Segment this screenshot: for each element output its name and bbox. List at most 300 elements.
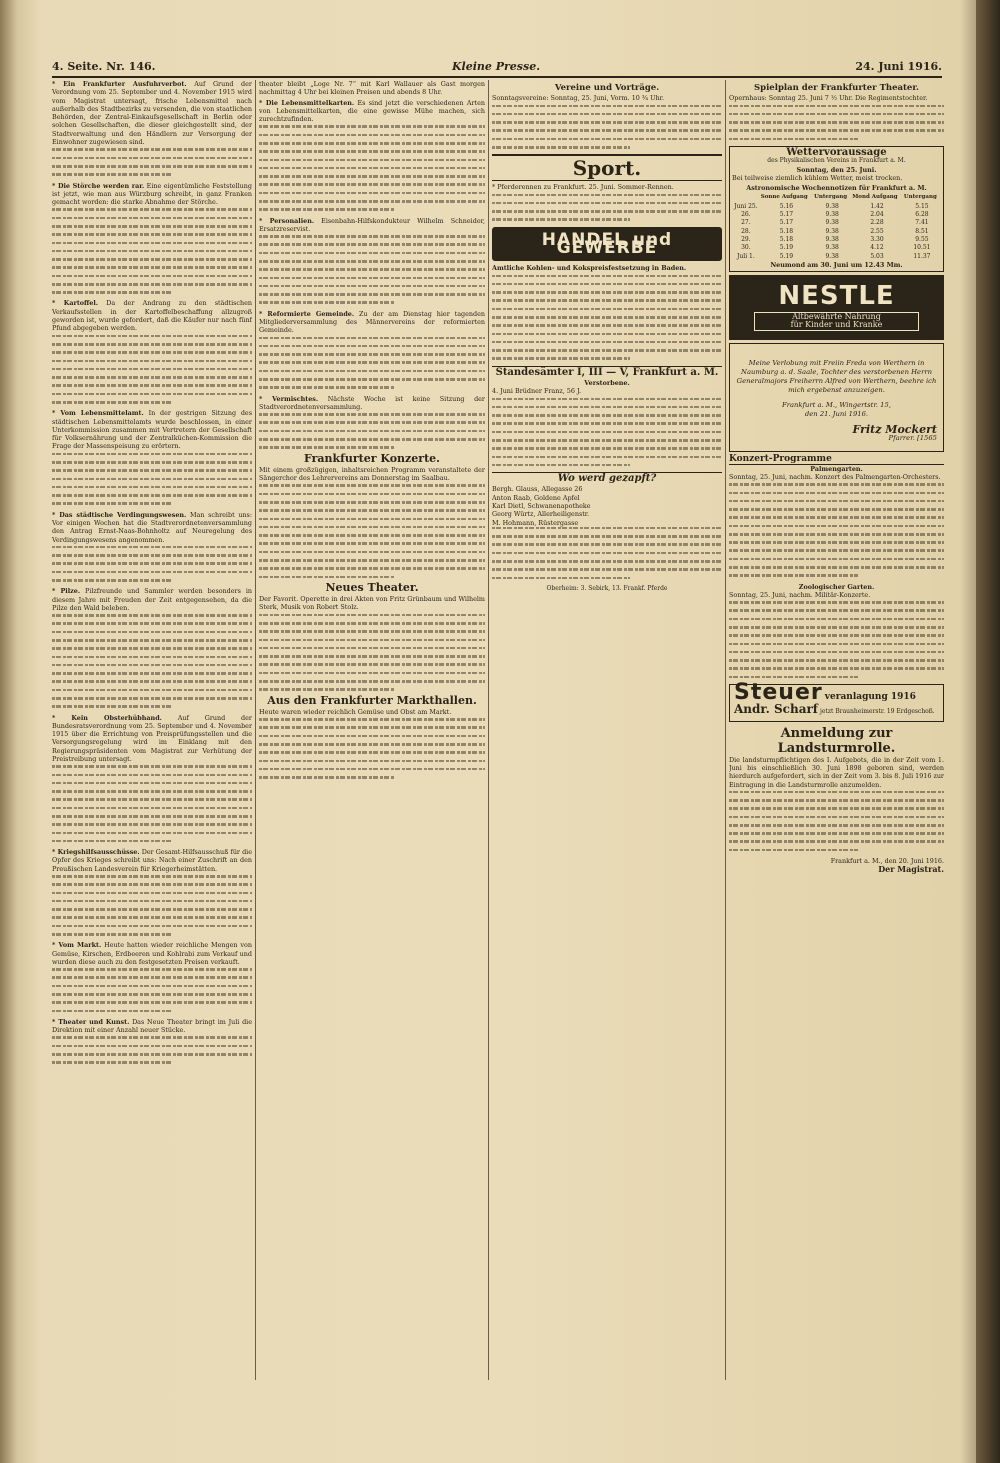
- print-line: [259, 243, 485, 246]
- nestle-brand: NESTLE: [778, 281, 895, 312]
- print-line: [259, 183, 485, 186]
- news-item-title: * Kein Obsterhübhand.: [52, 713, 162, 722]
- theater-notice: theater bleibt „Loge Nr. 7“ mit Karl Wallauer als Gast morgen nachmittag 4 Uhr bei kleinen Preisen und abends 8 Uhr.: [259, 80, 485, 97]
- news-item-title: * Pilze.: [52, 587, 81, 596]
- print-line: [259, 438, 485, 441]
- print-line: [52, 368, 252, 371]
- print-line: [729, 667, 944, 670]
- print-line: [52, 148, 252, 151]
- print-line: [52, 360, 252, 363]
- astro-cell: 9.38: [825, 235, 839, 243]
- steuer-word: Steuer: [734, 680, 823, 706]
- news-item-text: Da der Andrang zu den städtischen Verkaufsstellen in der Kartoffelbeschaffung allzugroß geworden ist, wurde gefordert, daß die Käufer nur nach fünf Pfund abgegeben werden.: [52, 299, 252, 333]
- print-line: [729, 566, 944, 569]
- news-item-text: Nächste Woche ist keine Sitzung der Stadtverordnetenversammlung.: [259, 394, 485, 411]
- print-line: [492, 357, 630, 360]
- print-line: [492, 218, 630, 221]
- print-line: [52, 892, 252, 895]
- print-line: [259, 726, 485, 729]
- print-line: [52, 217, 252, 220]
- filler-text: [492, 275, 722, 360]
- standesamt-heading: Standesämter I, III — V, Frankfurt a. M.: [492, 366, 722, 377]
- wo-werd-gezapft-entry: Anton Raab, Goldene Apfel: [492, 493, 580, 502]
- print-line: [52, 875, 252, 878]
- news-item-text: Pilzfreunde und Sammler werden besonders in diesem Jahre mit Freuden der Zeit entgegensehen, da die Pilze den Wald beleben.: [52, 587, 252, 612]
- anmeldung-text: Die landsturmpflichtigen des I. Aufgebots, die in der Zeit vom 1. Juni bis einschließlich 30. Juni 1898 geboren sind, werden hierdurch aufgefordert, sich in der Zeit vom 3. bis 8. Juli 1916 zur Eintragung in die Landsturmrolle anzumelden.: [729, 755, 944, 789]
- news-item-title: * Reformierte Gemeinde.: [259, 309, 355, 318]
- filler-text: [52, 765, 252, 842]
- engagement-notice: [729, 343, 944, 453]
- print-line: [259, 159, 485, 162]
- print-line: [259, 718, 485, 721]
- column-rule: [255, 80, 256, 1380]
- print-line: [259, 776, 395, 779]
- astro-cell: 8.51: [915, 227, 929, 235]
- astro-cell: 28.: [741, 227, 751, 235]
- news-item: [259, 395, 485, 412]
- print-line: [259, 518, 485, 521]
- astro-cell: 11.37: [913, 252, 931, 260]
- print-line: [729, 516, 944, 519]
- print-line: [492, 349, 722, 352]
- filler-text: [492, 194, 722, 221]
- news-item-title: * Personalien.: [259, 216, 315, 225]
- news-item: [52, 299, 252, 332]
- news-item-text: In der gestrigen Sitzung des städtischen Lebensmittelamts wurde beschlossen, in einer Unterkommission zusammen mit Vertretern der Gesellschaft für Volksernährung und der Zentralküchen-Kommission die Frage der Massenspeisung zu erörtern.: [52, 409, 252, 451]
- news-item: [52, 941, 252, 966]
- print-line: [52, 985, 252, 988]
- news-item: [52, 848, 252, 873]
- print-line: [492, 543, 722, 546]
- page-binding: [0, 0, 18, 1463]
- standesamt-subheading: Verstorbene.: [584, 378, 630, 387]
- print-line: [259, 542, 485, 545]
- print-line: [729, 558, 944, 561]
- filler-text: [52, 335, 252, 404]
- steuer-address: jetzt Braunheimerstr. 19 Erdgeschoß.: [820, 708, 935, 716]
- print-line: [52, 672, 252, 675]
- print-line: [259, 337, 485, 340]
- filler-text: [259, 413, 485, 449]
- astro-cell: 30.: [741, 244, 751, 252]
- astro-cell: 5.18: [779, 235, 794, 243]
- astro-cell: 2.04: [870, 211, 884, 219]
- astro-cell: 7.41: [915, 219, 929, 227]
- print-line: [52, 664, 252, 667]
- print-line: [259, 614, 485, 617]
- astro-header-cell: Untergang: [814, 194, 848, 201]
- nestle-tagline: [754, 312, 919, 331]
- astro-row: [732, 219, 941, 227]
- print-line: [52, 1036, 252, 1039]
- print-line: [729, 508, 944, 511]
- filler-text: [729, 601, 944, 678]
- print-line: [52, 765, 252, 768]
- konzert-text: Sonntag, 25. Juni, nachm. Konzert des Palmengarten-Orchesters.: [729, 472, 941, 481]
- print-line: [52, 993, 252, 996]
- astro-cell: 4.12: [870, 244, 884, 252]
- column-1: [52, 80, 252, 1380]
- news-item-title: * Kartoffel.: [52, 299, 99, 308]
- print-line: [52, 631, 252, 634]
- print-line: [259, 493, 485, 496]
- print-line: [259, 285, 485, 288]
- engagement-code: [1565: [917, 434, 937, 443]
- print-line: [52, 1010, 172, 1013]
- page-number: 4. Seite. Nr. 146.: [52, 60, 156, 73]
- news-item-text: Auf Grund der Verordnung vom 25. September und 4. November 1915 wird vom Magistrat untersagt, frische Lebensmittel nach außerhalb des Stadtbezirks zu versenden, die von staatlichen Behörden, der Zentral-Einkaufsgesellschaft in Berlin oder solchen Gesellschaften, die dieser gleichgestellt sind, der Stadtverwaltung und den Händlern zur Versorgung der Einwohner zugewiesen sind.: [52, 80, 252, 147]
- print-line: [52, 579, 172, 582]
- print-line: [259, 735, 485, 738]
- print-line: [729, 659, 944, 662]
- print-line: [492, 464, 630, 467]
- print-line: [52, 883, 252, 886]
- print-line: [259, 235, 485, 238]
- wo-werd-gezapft-list: [492, 485, 722, 526]
- column-4: [729, 80, 944, 1390]
- nestle-tagline-1: Altbewährte Nahrung: [792, 312, 881, 322]
- engagement-role: [736, 434, 937, 443]
- zoo-heading: Zoologischer Garten.: [798, 582, 875, 591]
- print-line: [52, 614, 252, 617]
- print-line: [729, 651, 944, 654]
- print-line: [259, 268, 485, 271]
- print-line: [52, 680, 252, 683]
- print-line: [52, 376, 252, 379]
- print-line: [52, 705, 172, 708]
- print-line: [52, 571, 252, 574]
- print-line: [492, 324, 722, 327]
- astro-cell: 5.03: [870, 252, 884, 260]
- print-line: [492, 333, 722, 336]
- astro-cell: 10.51: [913, 244, 931, 252]
- filler-text: [52, 614, 252, 708]
- print-line: [729, 832, 944, 835]
- print-line: [259, 509, 485, 512]
- astro-cell: 5.19: [779, 244, 794, 252]
- print-line: [492, 431, 722, 434]
- news-item-title: * Theater und Kunst.: [52, 1017, 130, 1026]
- print-line: [52, 900, 252, 903]
- print-line: [52, 562, 252, 565]
- print-line: [492, 194, 722, 197]
- news-item: [259, 99, 485, 124]
- print-line: [492, 146, 630, 149]
- wo-werd-gezapft-entry: M. Hohmann, Rüstergasse: [492, 518, 579, 527]
- print-line: [729, 791, 944, 794]
- filler-text: [259, 337, 485, 389]
- astro-cell: 9.38: [825, 252, 839, 260]
- print-line: [259, 150, 485, 153]
- print-line: [729, 492, 944, 495]
- print-line: [259, 353, 485, 356]
- print-line: [492, 422, 722, 425]
- print-line: [729, 541, 944, 544]
- astro-cell: 9.38: [825, 219, 839, 227]
- news-item-title: * Vom Lebensmittelamt.: [52, 409, 144, 418]
- print-line: [52, 798, 252, 801]
- print-line: [259, 663, 485, 666]
- print-line: [259, 370, 485, 373]
- news-item-title: * Kriegshilfsausschüsse.: [52, 848, 140, 857]
- wo-werd-gezapft-entry: Karl Dietl, Schwanenapotheke: [492, 502, 591, 510]
- print-line: [52, 1045, 252, 1048]
- filler-text: [52, 208, 252, 293]
- print-line: [729, 574, 858, 577]
- news-item-text: Das Neue Theater bringt im Juli die Direktion mit einer Anzahl neuer Stücke.: [52, 1017, 252, 1035]
- news-item: [52, 1018, 252, 1035]
- print-line: [492, 577, 630, 580]
- astro-cell: 5.17: [779, 219, 794, 227]
- page-header: [52, 58, 942, 78]
- print-line: [52, 275, 252, 278]
- filler-text: [729, 105, 944, 141]
- print-line: [729, 138, 858, 141]
- astro-cell: 6.28: [915, 211, 929, 219]
- sport-heading: Sport.: [492, 154, 722, 181]
- news-item: [259, 310, 485, 335]
- astro-note: Neumond am 30. Juni um 12.43 Mm.: [770, 260, 903, 269]
- konzert-heading: Konzert-Programme: [729, 455, 944, 464]
- astro-cell: 5.15: [915, 202, 929, 210]
- filler-text: [52, 1036, 252, 1063]
- standesamt-text: 4. Juni Brüdner Franz, 56 J.: [492, 387, 582, 396]
- print-line: [52, 335, 252, 338]
- print-line: [52, 208, 252, 211]
- print-line: [729, 601, 944, 604]
- print-line: [259, 277, 485, 280]
- print-line: [259, 655, 485, 658]
- print-line: [259, 125, 485, 128]
- print-line: [492, 414, 722, 417]
- print-line: [492, 121, 722, 124]
- news-item-title: * Vermischtes.: [259, 394, 319, 403]
- astro-cell: 9.38: [825, 211, 839, 219]
- news-item-title: * Die Lebensmittelkarten.: [259, 98, 355, 107]
- filler-text: [52, 875, 252, 936]
- print-line: [52, 832, 252, 835]
- print-line: [52, 351, 252, 354]
- astro-cell: 5.17: [779, 211, 794, 219]
- print-line: [729, 840, 944, 843]
- vereine-heading: Vereine und Vorträge.: [554, 83, 660, 93]
- filler-text: [492, 105, 722, 149]
- print-line: [52, 453, 252, 456]
- print-line: [259, 345, 485, 348]
- print-line: [729, 799, 944, 802]
- astro-row: [732, 236, 941, 244]
- konzerte-heading: Frankfurter Konzerte.: [304, 451, 440, 465]
- astro-row: [732, 211, 941, 219]
- print-line: [52, 242, 252, 245]
- filler-text: [52, 968, 252, 1012]
- print-line: [259, 421, 485, 424]
- print-line: [729, 626, 944, 629]
- news-item-title: * Das städtische Verdingungswesen.: [52, 510, 187, 519]
- print-line: [52, 790, 252, 793]
- konzert-subheading: Palmengarten.: [810, 464, 863, 473]
- astro-cell: 9.38: [825, 227, 839, 235]
- wetter-box: [729, 146, 944, 272]
- print-line: [259, 386, 395, 389]
- print-line: [52, 807, 252, 810]
- anmeldung-signature: Der Magistrat.: [878, 864, 944, 875]
- engagement-place: Frankfurt a. M., Wingertstr. 15,: [782, 401, 891, 410]
- engagement-name: Fritz Mockert: [852, 423, 937, 437]
- astro-cell: 9.55: [915, 235, 929, 243]
- filler-text: [259, 484, 485, 578]
- astro-cell: Juni 25.: [734, 202, 758, 210]
- wo-werd-gezapft-entry: Georg Würtz, Allerheiligenstr.: [492, 510, 590, 519]
- print-line: [52, 502, 172, 505]
- news-item-text: Der Gesamt-Hilfsausschuß für die Opfer des Krieges schreibt uns: Nach einer Zuschrift an den Preußischen Landesverein für Kriegerheimstätten.: [52, 848, 252, 873]
- news-item: [52, 714, 252, 764]
- astro-cell: 3.30: [870, 235, 884, 243]
- print-line: [52, 384, 252, 387]
- astro-header-cell: Untergang: [903, 194, 937, 201]
- wetter-subheading: des Physikalischen Vereins in Frankfurt a. M.: [767, 157, 906, 165]
- print-line: [52, 401, 172, 404]
- print-line: [729, 634, 944, 637]
- spielplan-heading: Spielplan der Frankfurter Theater.: [754, 83, 919, 93]
- print-line: [492, 283, 722, 286]
- print-line: [259, 534, 485, 537]
- print-line: [259, 167, 485, 170]
- column-rule: [725, 80, 726, 1380]
- handel-gewerbe-banner: HANDEL und GEWERBE: [492, 227, 722, 262]
- sport-text: * Pferderennen zu Frankfurt. 25. Juni. Sommer-Rennen.: [492, 183, 674, 192]
- print-line: [492, 308, 722, 311]
- print-line: [729, 525, 944, 528]
- print-line: [52, 916, 252, 919]
- news-item: [52, 511, 252, 544]
- news-item: [52, 80, 252, 146]
- news-item-text: Eisenbahn-Hilfskondukteur Wilhelm Schneider, Ersatzreservist.: [259, 216, 485, 233]
- markthallen-heading: Aus den Frankfurter Markthallen.: [267, 693, 477, 707]
- astro-cell: 29.: [741, 235, 751, 243]
- print-line: [259, 484, 485, 487]
- print-line: [52, 697, 252, 700]
- print-line: [729, 549, 944, 552]
- astro-cell: 26.: [741, 211, 751, 219]
- astro-header-cell: Sonne Aufgang: [760, 194, 808, 201]
- steuer-year: veranlagung 1916: [824, 692, 916, 703]
- print-line: [492, 291, 722, 294]
- print-line: [729, 609, 944, 612]
- print-line: [492, 341, 722, 344]
- column-2: [259, 80, 485, 1380]
- anmeldung-place: Frankfurt a. M., den 20. Juni 1916.: [830, 857, 944, 866]
- astro-table: [732, 192, 941, 260]
- print-line: [259, 134, 485, 137]
- astro-row: [732, 203, 941, 211]
- filler-text: [259, 614, 485, 691]
- print-line: [52, 165, 252, 168]
- print-line: [729, 105, 944, 108]
- print-line: [259, 361, 485, 364]
- print-line: [492, 129, 722, 132]
- print-line: [729, 807, 944, 810]
- print-line: [52, 622, 252, 625]
- print-line: [492, 398, 722, 401]
- wo-werd-gezapft-entry: Bergh. Glauss, Allegasse 26: [492, 485, 583, 494]
- wo-werd-gezapft-heading: Wo werd gezapft?: [492, 472, 722, 483]
- print-line: [729, 643, 944, 646]
- print-line: [52, 157, 252, 160]
- print-line: [492, 535, 722, 538]
- news-item-text: Auf Grund der Bundesratsverordnung vom 25. September und 4. November 1915 über die Errichtung von Preisprüfungsstellen und die Versorgungsregelung wird im Einklang mit den Regierungspräsidenten vom Magistrat zur Verhütung der Preistreibung untersagt.: [52, 713, 252, 763]
- wetter-heading: Wettervoraussage: [786, 147, 887, 158]
- print-line: [492, 105, 722, 108]
- print-line: [259, 567, 485, 570]
- print-line: [259, 192, 485, 195]
- print-line: [492, 138, 722, 141]
- column-3: [492, 80, 722, 1380]
- astro-cell: 5.19: [779, 252, 794, 260]
- print-line: [52, 1001, 252, 1004]
- print-line: [259, 301, 395, 304]
- print-line: [52, 1061, 172, 1064]
- news-item-title: * Ein Frankfurter Ausfuhrverbot.: [52, 80, 187, 88]
- print-line: [492, 299, 722, 302]
- print-line: [492, 406, 722, 409]
- print-line: [259, 768, 485, 771]
- astro-cell: Juli 1.: [737, 252, 755, 260]
- engagement-text: Meine Verlobung mit Freiin Freda von Werthern in Naumburg a. d. Saale, Tochter des verstorbenen Herrn Generalmajors Freiherrn Alfred von Werthern, beehre ich mich ergebenst anzuzeigen.: [736, 358, 937, 394]
- print-line: [729, 533, 944, 536]
- wetter-text: Bei teilweise ziemlich kühlem Wetter, meist trocken.: [732, 173, 903, 182]
- print-line: [492, 568, 722, 571]
- print-line: [52, 225, 252, 228]
- print-line: [492, 527, 722, 530]
- print-line: [52, 925, 252, 928]
- anmeldung-heading: Anmeldung zur Landsturmrolle.: [777, 725, 896, 756]
- print-line: [52, 823, 252, 826]
- wetter-date: Sonntag, den 25. Juni.: [796, 165, 877, 174]
- astro-cell: 27.: [741, 219, 751, 227]
- filler-text: [492, 527, 722, 579]
- print-line: [52, 908, 252, 911]
- print-line: [259, 293, 485, 296]
- news-item: [52, 182, 252, 207]
- print-line: [259, 743, 485, 746]
- print-line: [492, 439, 722, 442]
- print-line: [729, 483, 944, 486]
- print-line: [259, 200, 485, 203]
- print-line: [259, 760, 485, 763]
- astro-cell: 2.28: [870, 219, 884, 227]
- handel-text: Amtliche Kohlen- und Kokspreisfestsetzung in Baden.: [492, 264, 687, 273]
- print-line: [729, 618, 944, 621]
- print-line: [729, 676, 858, 679]
- print-line: [52, 173, 172, 176]
- print-line: [259, 501, 485, 504]
- column-rule: [488, 80, 489, 1380]
- print-line: [259, 430, 485, 433]
- print-line: [259, 647, 485, 650]
- print-line: [52, 461, 252, 464]
- astro-row: [732, 253, 941, 261]
- print-line: [259, 378, 485, 381]
- print-line: [259, 672, 485, 675]
- print-line: [52, 266, 252, 269]
- news-item: [259, 217, 485, 234]
- print-line: [52, 554, 252, 557]
- news-item-text: Man schreibt uns: Vor einigen Wochen hat die Stadtverordnetenversammlung den Antrag Ernst-Naas-Bohnholtz auf Neuregelung des Verdingungswesens angenommen.: [52, 510, 252, 544]
- print-line: [259, 630, 485, 633]
- astro-cell: 5.18: [779, 227, 794, 235]
- zoo-text: Sonntag, 25. Juni, nachm. Militär-Konzerte.: [729, 590, 871, 599]
